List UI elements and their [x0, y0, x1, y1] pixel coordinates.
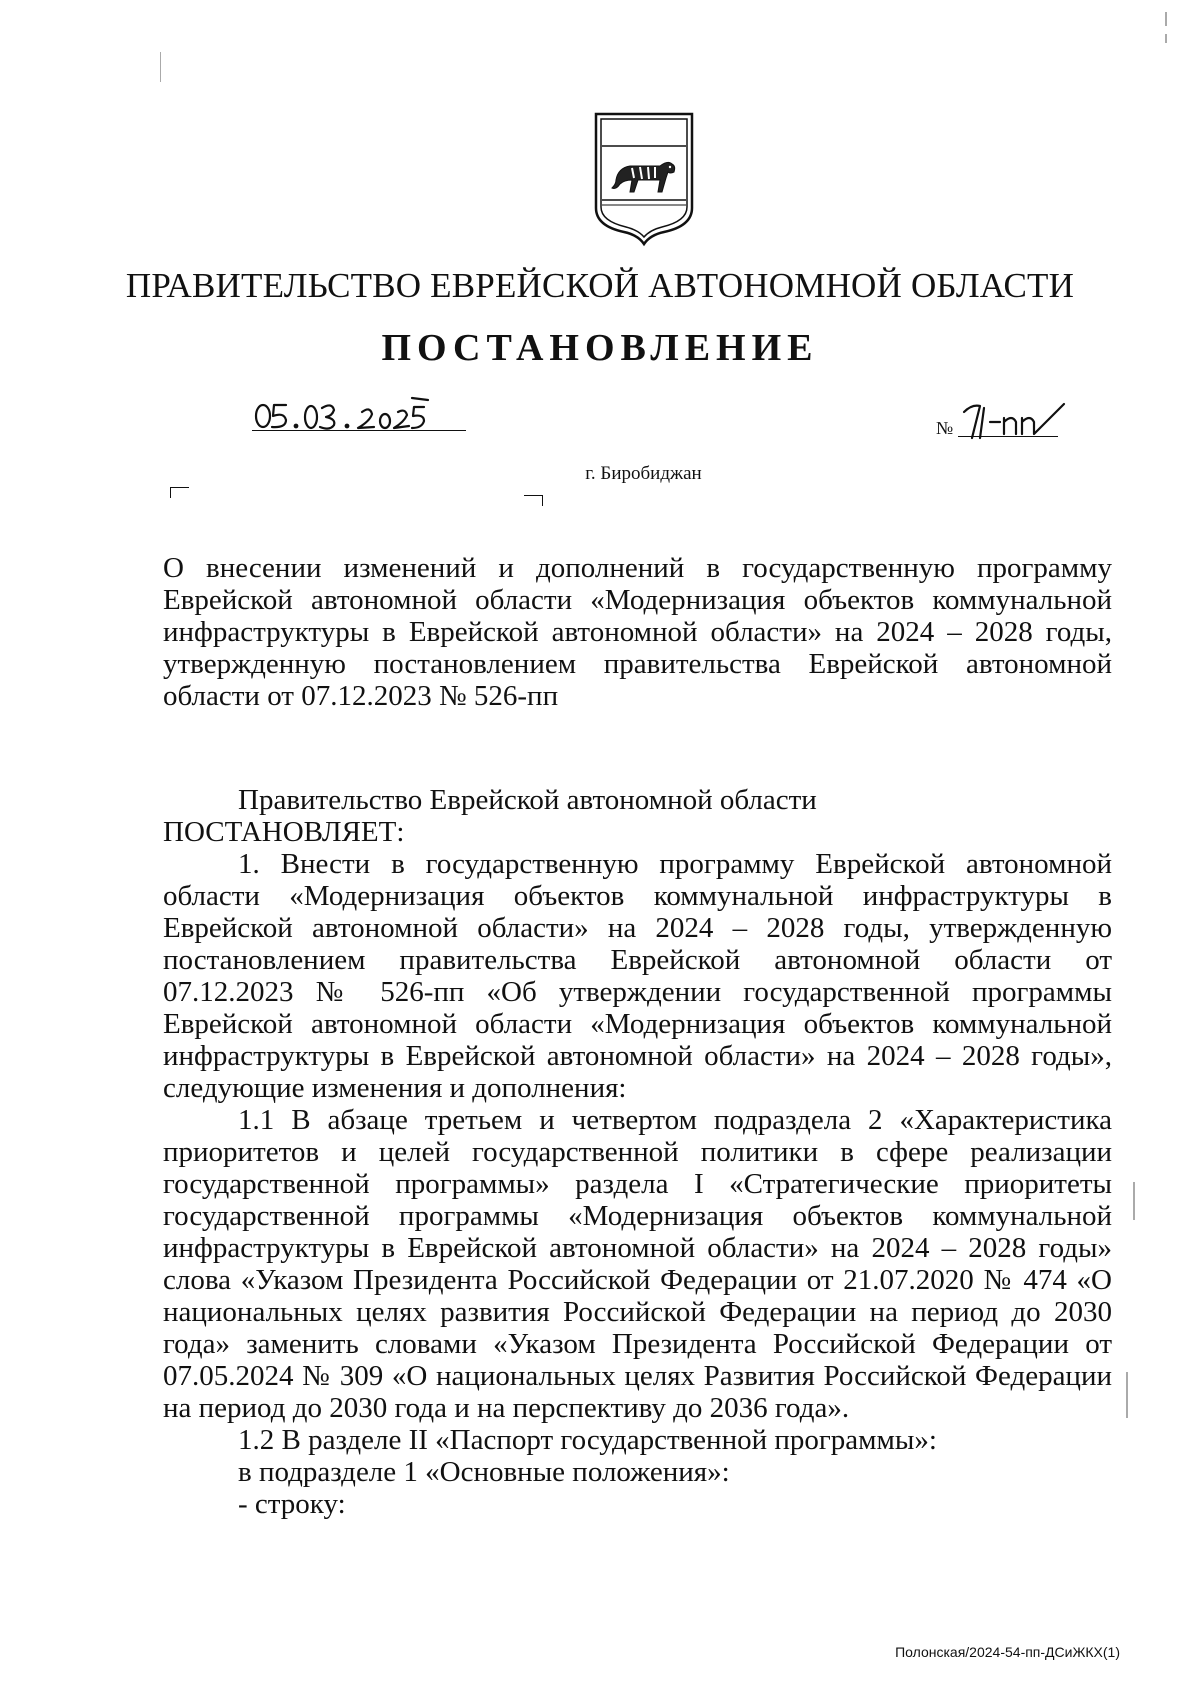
resolves: ПОСТАНОВЛЯЕТ: — [163, 816, 405, 848]
handwritten-date — [252, 390, 452, 444]
corner-mark-right — [524, 495, 543, 506]
paragraph-1: 1. Внести в государственную программу Еврейской автономной области «Модернизация объектов коммунальной инфраструктуры в Еврейской автономной области» на 2024 – 2028 годы, утвержденную постановлением правительства Еврейской автономной области от 07.12.2023 № 526-пп «Об утверждении государственной программы Еврейской автономной области «Модернизация объектов коммунальной инфраструктуры в Еврейской автономной области» на 2024 – 2028 годы», следующие изменения и дополнения: — [163, 848, 1112, 1104]
number-underline — [958, 436, 1058, 437]
scan-speck — [160, 52, 161, 82]
preamble: Правительство Еврейской автономной области — [238, 784, 817, 816]
jewish-autonomous-oblast-coat-of-arms-icon — [588, 108, 700, 248]
city: г. Биробиджан — [585, 463, 702, 484]
scan-speck — [1126, 1372, 1128, 1418]
paragraph-1-2: 1.2 В разделе II «Паспорт государственной программы»: — [238, 1424, 937, 1456]
scan-speck — [1165, 34, 1167, 43]
number-mark: № — [936, 418, 954, 438]
corner-mark-left — [170, 487, 189, 498]
scan-speck — [1165, 12, 1167, 26]
paragraph-line: - строку: — [238, 1488, 346, 1520]
footer-code: Полонская/2024-54-пп-ДСиЖКХ(1) — [895, 1644, 1120, 1660]
subject-title: О внесении изменений и дополнений в государственную программу Еврейской автономной области «Модернизация объектов коммунальной инфраструктуры в Еврейской автономной области» на 2024 – 2028 годы, утвержденную постановлением правительства Еврейской автономной области от 07.12.2023 № 526-пп — [163, 552, 1112, 712]
document-type: ПОСТАНОВЛЕНИЕ — [381, 327, 819, 369]
document-subject — [163, 552, 1112, 712]
paragraph-subsection: в подразделе 1 «Основные положения»: — [238, 1456, 730, 1488]
date-underline — [252, 430, 466, 431]
scan-speck — [1133, 1182, 1135, 1220]
handwritten-number — [960, 396, 1070, 448]
document-body — [163, 784, 1112, 1520]
government-title: ПРАВИТЕЛЬСТВО ЕВРЕЙСКОЙ АВТОНОМНОЙ ОБЛАСТИ — [125, 266, 1075, 305]
paragraph-1-1: 1.1 В абзаце третьем и четвертом подраздела 2 «Характеристика приоритетов и целей государственной политики в сфере реализации государственной программы» раздела I «Стратегические приоритеты государственной программы «Модернизация объектов коммунальной инфраструктуры в Еврейской автономной области» на 2024 – 2028 годы» слова «Указом Президента Российской Федерации от 21.07.2020 № 474 «О национальных целях развития Российской Федерации на период до 2030 года» заменить словами «Указом Президента Российской Федерации от 07.05.2024 № 309 «О национальных целях Развития Российской Федерации на период до 2030 года и на перспективу до 2036 года». — [163, 1104, 1112, 1424]
